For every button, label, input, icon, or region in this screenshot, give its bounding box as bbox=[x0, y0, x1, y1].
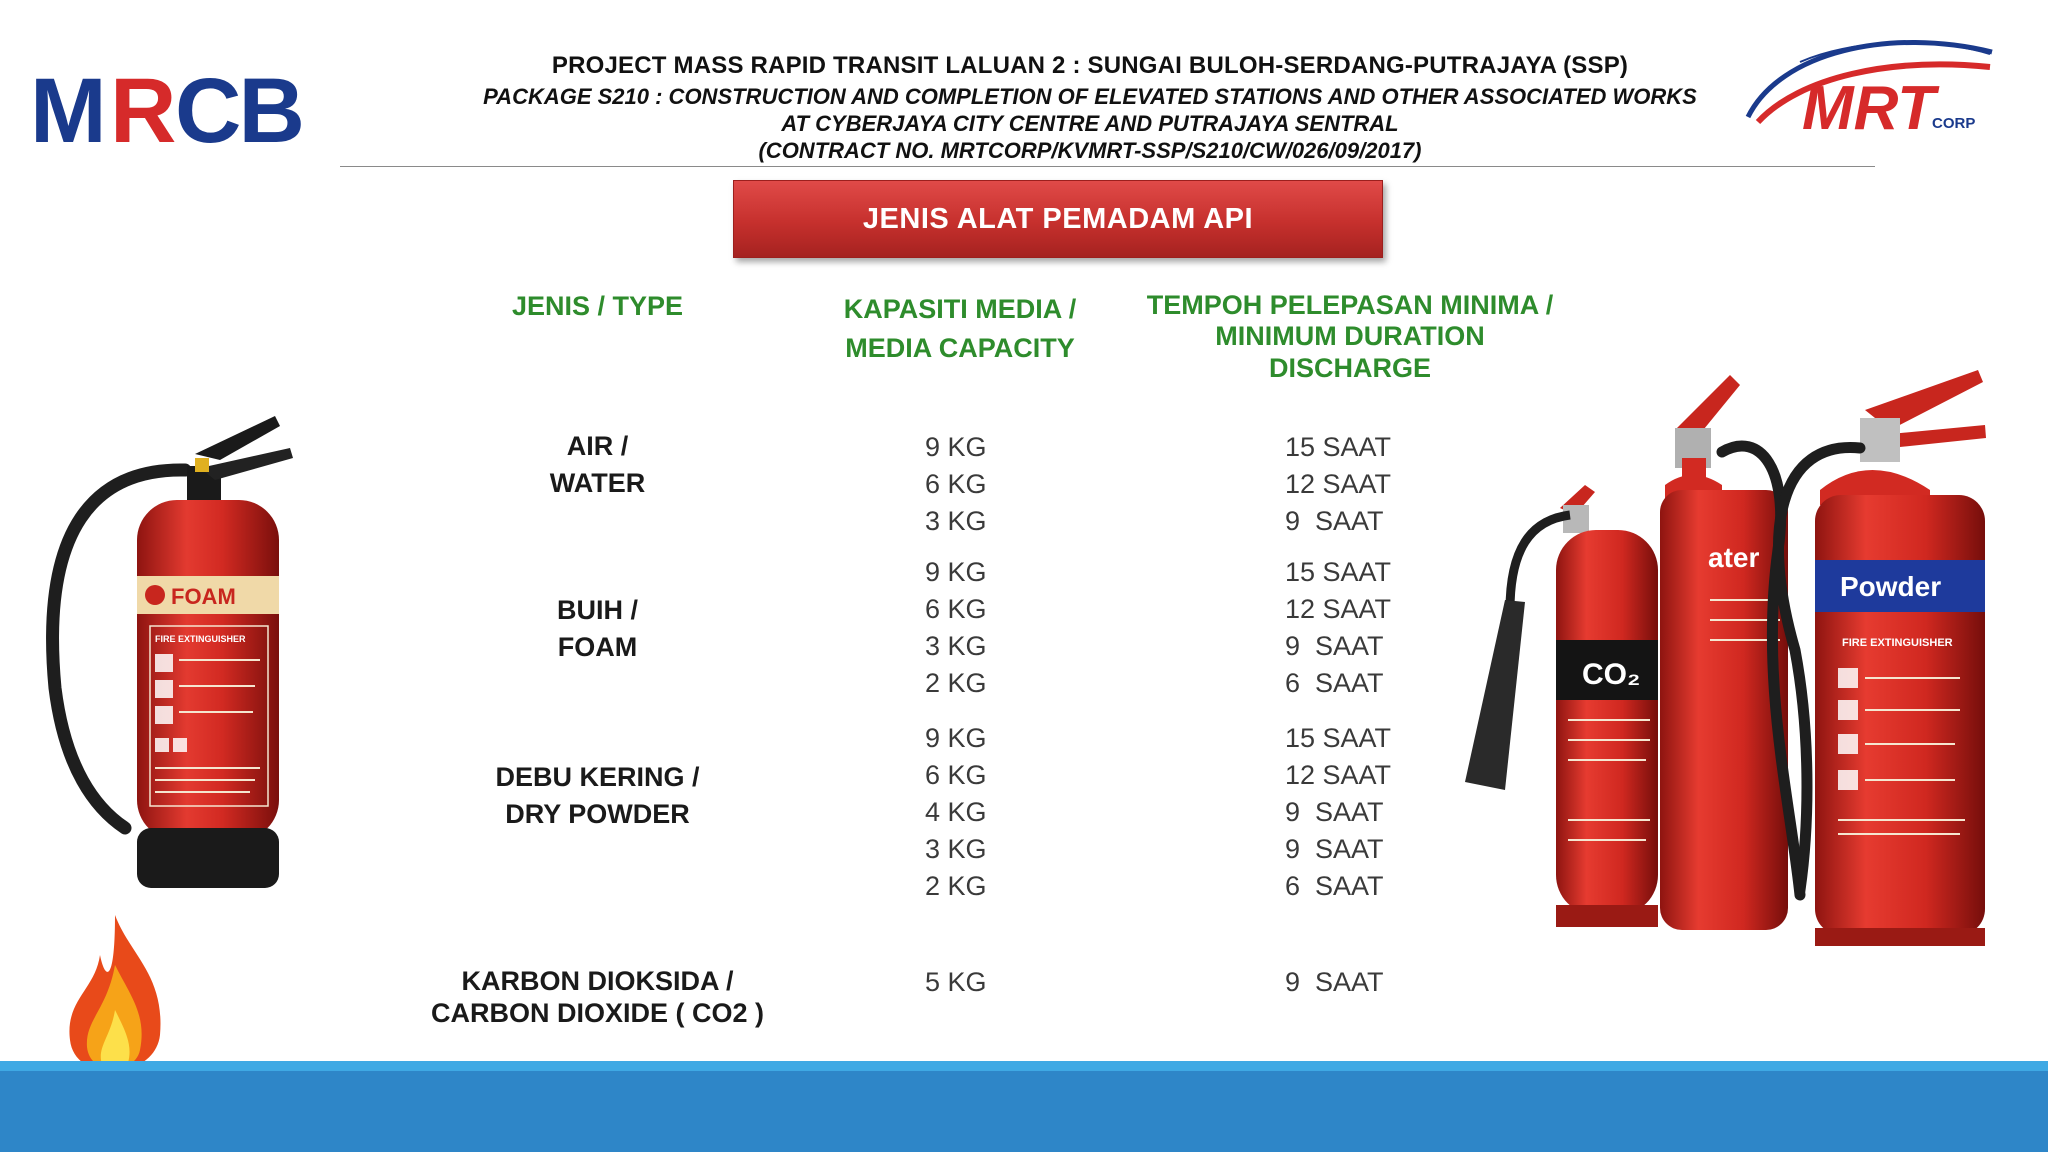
duration-value: 15 SAAT bbox=[1285, 723, 1392, 753]
column-header-capacity bbox=[795, 290, 1125, 368]
title-banner: JENIS ALAT PEMADAM API bbox=[733, 180, 1383, 258]
type-carbon-dioxide bbox=[410, 965, 785, 1030]
type-water bbox=[455, 428, 740, 503]
duration-value: 9 SAAT bbox=[1285, 967, 1384, 997]
powder-panel-caption: FIRE EXTINGUISHER bbox=[1842, 637, 1953, 649]
contract-number: (CONTRACT NO. MRTCORP/KVMRT-SSP/S210/CW/026/09/2017) bbox=[758, 138, 1422, 163]
type-foam bbox=[455, 592, 740, 667]
duration-value: 9 SAAT bbox=[1285, 797, 1384, 827]
type-label-line1: DEBU KERING / bbox=[495, 762, 700, 792]
mrt-logo-corp: CORP bbox=[1932, 115, 1976, 132]
capacity-value: 4 KG bbox=[925, 797, 987, 827]
svg-text:CB: CB bbox=[175, 62, 302, 162]
duration-value: 6 SAAT bbox=[1285, 668, 1384, 698]
type-label-line2: DRY POWDER bbox=[505, 799, 690, 830]
project-title: PROJECT MASS RAPID TRANSIT LALUAN 2 : SUNGAI BULOH-SERDANG-PUTRAJAYA (SSP) bbox=[551, 52, 1629, 79]
duration-value: 12 SAAT bbox=[1285, 594, 1392, 624]
capacity-value: 3 KG bbox=[925, 631, 987, 661]
extinguisher-group-image bbox=[1460, 350, 2020, 975]
package-location: AT CYBERJAYA CITY CENTRE AND PUTRAJAYA SENTRAL bbox=[781, 111, 1399, 136]
mrt-corp-logo bbox=[1740, 22, 2000, 147]
column-header-type-text: JENIS / TYPE bbox=[511, 291, 684, 321]
capacity-value: 9 KG bbox=[925, 723, 987, 753]
footer-band-highlight bbox=[0, 1061, 2048, 1071]
duration-value: 9 SAAT bbox=[1285, 631, 1384, 661]
capacity-value: 6 KG bbox=[925, 594, 987, 624]
type-label-line1: KARBON DIOKSIDA / bbox=[461, 966, 734, 996]
powder-band-label: Powder bbox=[1840, 571, 1942, 602]
duration-value: 15 SAAT bbox=[1285, 432, 1392, 462]
svg-text:M: M bbox=[30, 62, 104, 162]
type-dry-powder bbox=[455, 759, 740, 834]
column-header-duration-line1: TEMPOH PELEPASAN MINIMA / bbox=[1146, 290, 1554, 320]
foam-extinguisher-image bbox=[35, 408, 295, 898]
duration-value: 12 SAAT bbox=[1285, 469, 1392, 499]
duration-value: 15 SAAT bbox=[1285, 557, 1392, 587]
capacity-value: 2 KG bbox=[925, 871, 987, 901]
capacity-value: 5 KG bbox=[925, 967, 987, 997]
column-header-duration-line2: MINIMUM DURATION bbox=[1215, 321, 1485, 352]
type-label-line1: BUIH / bbox=[557, 595, 638, 625]
type-label-line2: WATER bbox=[549, 468, 646, 499]
footer-band bbox=[0, 1071, 2048, 1152]
type-label-line1: AIR / bbox=[566, 431, 629, 461]
capacity-value: 9 KG bbox=[925, 432, 987, 462]
capacity-value: 9 KG bbox=[925, 557, 987, 587]
foam-band-label: FOAM bbox=[171, 584, 236, 609]
type-label-line2: FOAM bbox=[557, 632, 638, 663]
capacity-value: 6 KG bbox=[925, 760, 987, 790]
column-header-capacity-line1: KAPASITI MEDIA / bbox=[843, 294, 1077, 324]
duration-value: 12 SAAT bbox=[1285, 760, 1392, 790]
header-divider bbox=[340, 166, 1875, 167]
duration-value: 9 SAAT bbox=[1285, 834, 1384, 864]
package-title: PACKAGE S210 : CONSTRUCTION AND COMPLETION OF ELEVATED STATIONS AND OTHER ASSOCIATED WORKS bbox=[483, 84, 1697, 109]
foam-panel-caption: FIRE EXTINGUISHER bbox=[155, 634, 246, 644]
duration-value: 9 SAAT bbox=[1285, 506, 1384, 536]
mrt-logo-text: MRT bbox=[1802, 74, 1936, 143]
mrcb-logo bbox=[30, 62, 305, 162]
column-header-duration-line3: DISCHARGE bbox=[1268, 352, 1431, 383]
capacity-value: 3 KG bbox=[925, 834, 987, 864]
column-header-type bbox=[455, 290, 740, 323]
capacity-value: 2 KG bbox=[925, 668, 987, 698]
capacity-value: 3 KG bbox=[925, 506, 987, 536]
duration-value: 6 SAAT bbox=[1285, 871, 1384, 901]
column-header-capacity-line2: MEDIA CAPACITY bbox=[845, 333, 1075, 364]
co2-band-label: CO₂ bbox=[1582, 658, 1641, 691]
svg-text:R: R bbox=[110, 62, 174, 162]
type-label-line2: CARBON DIOXIDE ( CO2 ) bbox=[430, 998, 765, 1029]
capacity-value: 6 KG bbox=[925, 469, 987, 499]
water-band-label: ater bbox=[1708, 542, 1760, 573]
